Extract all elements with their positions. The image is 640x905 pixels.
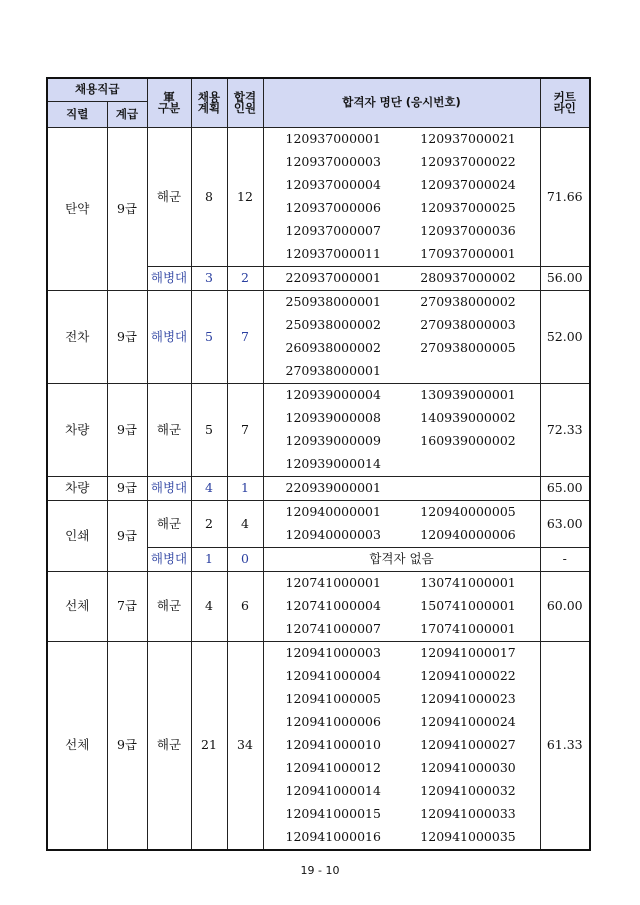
branch-cell: 해군 [147, 642, 191, 851]
list-item: 120939000004 130939000001 [285, 387, 516, 403]
branch-cell: 해군 [147, 501, 191, 548]
grade-cell: 9급 [107, 642, 147, 851]
table-row [47, 501, 590, 548]
pass-cell: 34 [227, 642, 263, 851]
plan-cell: 5 [191, 384, 227, 477]
grade-cell: 9급 [107, 384, 147, 477]
pass-cell: 7 [227, 384, 263, 477]
cutline-cell: 71.66 [540, 128, 590, 267]
table-row [47, 384, 590, 477]
list-item: 250938000002 270938000003 [285, 317, 516, 333]
branch-cell: 해군 [147, 128, 191, 267]
list-item: 120741000004 150741000001 [285, 598, 516, 614]
cutline-cell: 63.00 [540, 501, 590, 548]
pass-cell: 2 [227, 267, 263, 291]
header-passed: 합격 인원 [227, 78, 263, 128]
grade-cell: 9급 [107, 128, 147, 291]
pass-list-cell [263, 572, 540, 642]
list-item: 120939000014 [285, 456, 381, 472]
page-number: 19 - 10 [300, 864, 340, 877]
pass-list-cell [263, 642, 540, 851]
branch-cell: 해병대 [147, 267, 191, 291]
plan-cell: 4 [191, 572, 227, 642]
list-item: 120941000006 120941000024 [285, 714, 516, 730]
grade-cell: 9급 [107, 291, 147, 384]
header-cutline: 커트 라인 [540, 78, 590, 128]
cutline-cell: 72.33 [540, 384, 590, 477]
plan-cell: 2 [191, 501, 227, 548]
recruitment-results-table [46, 77, 591, 851]
list-item: 120939000008 140939000002 [285, 410, 516, 426]
pass-cell: 4 [227, 501, 263, 548]
pass-list-cell [263, 291, 540, 384]
pass-list-cell [263, 477, 540, 501]
list-item: 120937000006 120937000025 [285, 200, 516, 216]
list-item: 120741000001 130741000001 [285, 575, 516, 591]
list-item: 120941000015 120941000033 [285, 806, 516, 822]
list-item: 120940000001 120940000005 [285, 504, 516, 520]
list-item: 120941000010 120941000027 [285, 737, 516, 753]
job-cell: 차량 [47, 477, 107, 501]
list-item: 120741000007 170741000001 [285, 621, 516, 637]
cutline-cell: 65.00 [540, 477, 590, 501]
plan-cell: 4 [191, 477, 227, 501]
branch-cell: 해군 [147, 572, 191, 642]
list-item: 260938000002 270938000005 [285, 340, 516, 356]
branch-cell: 해병대 [147, 291, 191, 384]
pass-cell: 6 [227, 572, 263, 642]
branch-cell: 해병대 [147, 548, 191, 572]
table-row [47, 291, 590, 384]
list-item: 120941000016 120941000035 [285, 829, 516, 845]
job-cell: 전차 [47, 291, 107, 384]
header-grade: 계급 [107, 102, 147, 128]
cutline-cell: 61.33 [540, 642, 590, 851]
job-cell: 인쇄 [47, 501, 107, 572]
grade-cell: 9급 [107, 501, 147, 572]
cutline-cell: 56.00 [540, 267, 590, 291]
list-item: 120937000003 120937000022 [285, 154, 516, 170]
plan-cell: 5 [191, 291, 227, 384]
job-cell: 선체 [47, 572, 107, 642]
table-row [47, 572, 590, 642]
plan-cell: 3 [191, 267, 227, 291]
pass-list-cell [263, 267, 540, 291]
list-item: 270938000001 [285, 363, 381, 379]
branch-cell: 해군 [147, 384, 191, 477]
pass-list-cell [263, 548, 540, 572]
table-row [47, 477, 590, 501]
branch-cell: 해병대 [147, 477, 191, 501]
pass-cell: 1 [227, 477, 263, 501]
plan-cell: 8 [191, 128, 227, 267]
job-cell: 탄약 [47, 128, 107, 291]
list-item: 250938000001 270938000002 [285, 294, 516, 310]
pass-cell: 0 [227, 548, 263, 572]
list-item: 120941000014 120941000032 [285, 783, 516, 799]
pass-list-cell [263, 128, 540, 267]
table-row [47, 128, 590, 267]
pass-list-cell [263, 384, 540, 477]
header-job: 직렬 [47, 102, 107, 128]
cutline-cell: - [540, 548, 590, 572]
cutline-cell: 60.00 [540, 572, 590, 642]
header-plan: 채용 계획 [191, 78, 227, 128]
list-item: 120937000007 120937000036 [285, 223, 516, 239]
list-item: 120937000004 120937000024 [285, 177, 516, 193]
grade-cell: 9급 [107, 477, 147, 501]
list-item: 120941000005 120941000023 [285, 691, 516, 707]
job-cell: 차량 [47, 384, 107, 477]
list-item: 220937000001 280937000002 [285, 270, 516, 286]
no-passers-text: 합격자 없음 [369, 551, 434, 567]
list-item: 220939000001 [285, 480, 381, 496]
cutline-cell: 52.00 [540, 291, 590, 384]
pass-cell: 12 [227, 128, 263, 267]
header-army-branch: 軍 구분 [147, 78, 191, 128]
list-item: 120939000009 160939000002 [285, 433, 516, 449]
list-item: 120941000004 120941000022 [285, 668, 516, 684]
list-item: 120941000012 120941000030 [285, 760, 516, 776]
pass-cell: 7 [227, 291, 263, 384]
list-item: 120937000001 120937000021 [285, 131, 516, 147]
pass-list-cell [263, 501, 540, 548]
header-recruit-grade: 채용직급 [47, 78, 147, 102]
grade-cell: 7급 [107, 572, 147, 642]
list-item: 120941000003 120941000017 [285, 645, 516, 661]
table-row [47, 642, 590, 851]
plan-cell: 1 [191, 548, 227, 572]
list-item: 120937000011 170937000001 [285, 246, 516, 262]
list-item: 120940000003 120940000006 [285, 527, 516, 543]
header-pass-list: 합격자 명단 (응시번호) [263, 78, 540, 128]
plan-cell: 21 [191, 642, 227, 851]
job-cell: 선체 [47, 642, 107, 851]
